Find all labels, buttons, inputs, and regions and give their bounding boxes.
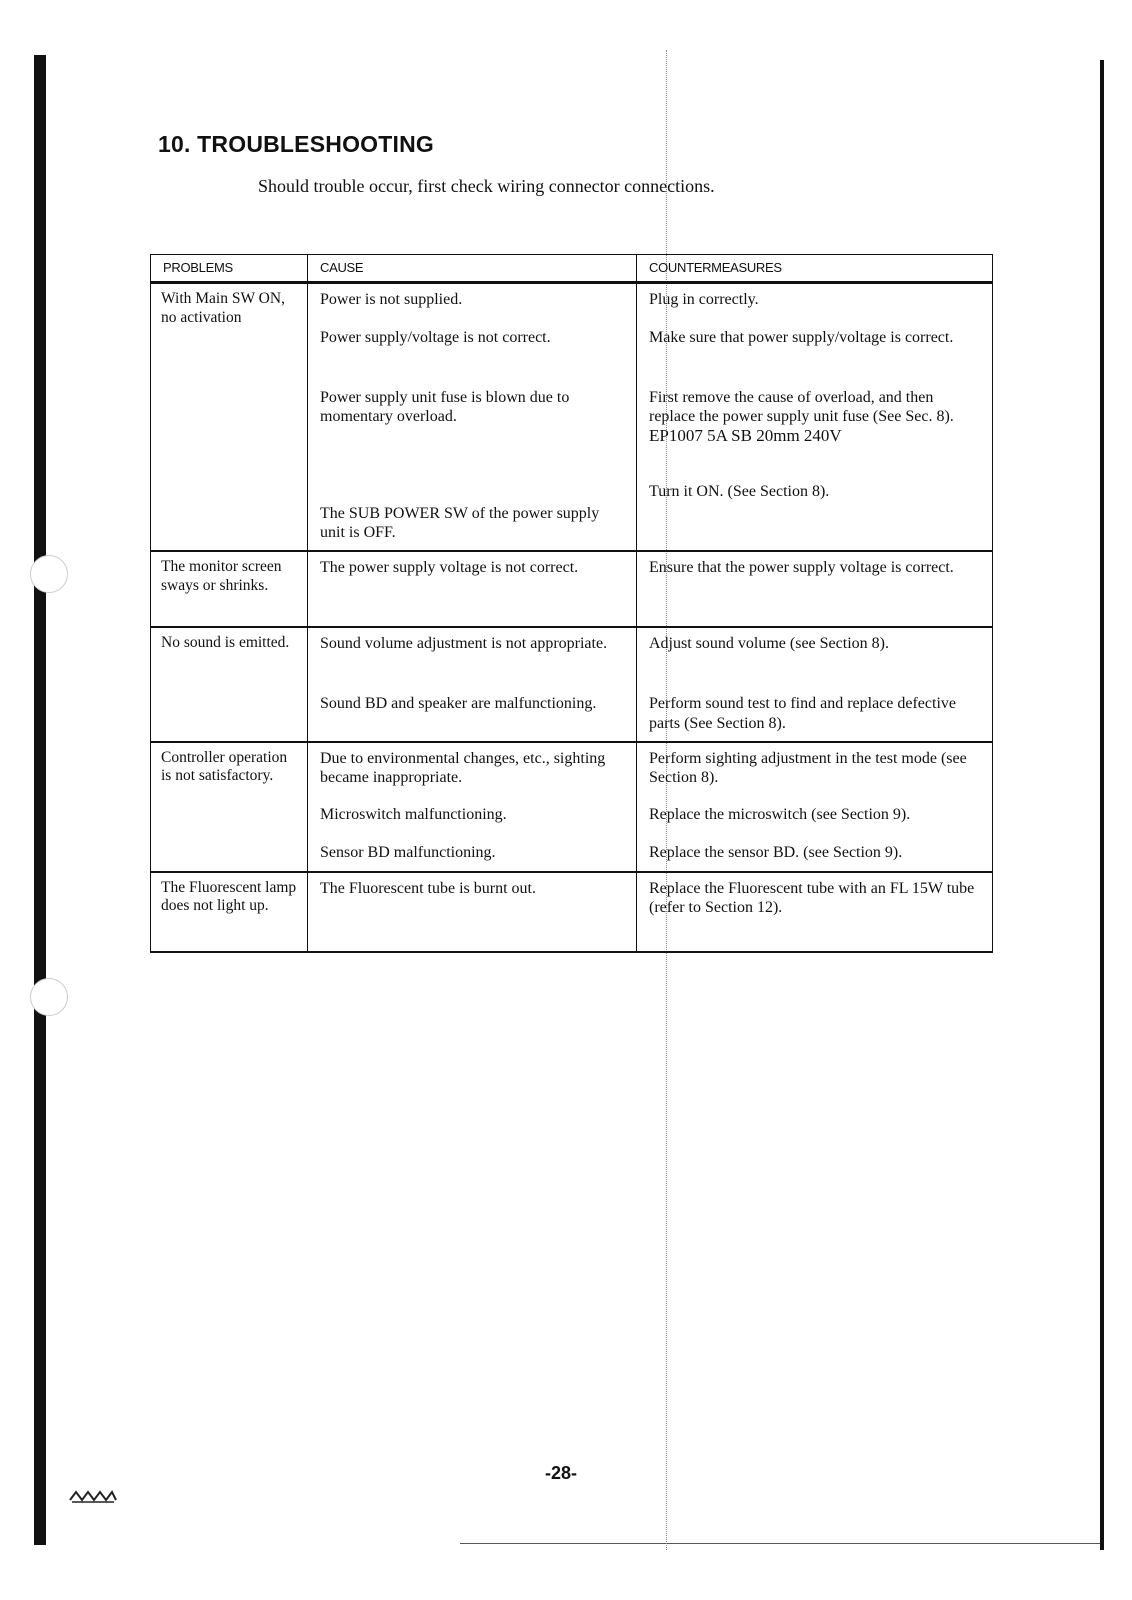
table-row bbox=[151, 872, 993, 952]
cause-cell bbox=[308, 551, 637, 627]
cause-cell bbox=[308, 872, 637, 952]
binding-edge bbox=[34, 55, 46, 1545]
punch-hole-upper bbox=[30, 555, 68, 593]
table-row bbox=[151, 627, 993, 741]
countermeasure-text: First remove the cause of overload, and then replace the power supply unit fuse (See Sec. 8). bbox=[649, 389, 954, 426]
cause-text: Power supply unit fuse is blown due to momentary overload. bbox=[320, 389, 570, 426]
problem-cell: The Fluorescent lamp does not light up. bbox=[151, 872, 308, 952]
cause-text: Due to environmental changes, etc., sighting became inappropriate. bbox=[320, 749, 606, 786]
cause-text: Microswitch malfunctioning. bbox=[320, 805, 507, 823]
table-row bbox=[151, 551, 993, 627]
header-problems: PROBLEMS bbox=[151, 255, 308, 283]
section-intro: Should trouble occur, first check wiring connector connections. bbox=[258, 176, 715, 196]
table-row bbox=[151, 742, 993, 872]
cause-cell bbox=[308, 742, 637, 872]
cause-text: Sound volume adjustment is not appropriate. bbox=[320, 635, 608, 653]
header-countermeasures: COUNTERMEASURES bbox=[637, 255, 993, 283]
countermeasure-cell bbox=[637, 742, 993, 872]
table-header-row bbox=[151, 255, 993, 283]
troubleshooting-table bbox=[150, 254, 993, 953]
countermeasure-text: Turn it ON. (See Section 8). bbox=[649, 483, 830, 501]
cause-text: The power supply voltage is not correct. bbox=[320, 559, 579, 577]
countermeasure-text: Adjust sound volume (see Section 8). bbox=[649, 635, 889, 653]
countermeasure-cell bbox=[637, 551, 993, 627]
punch-hole-lower bbox=[30, 978, 68, 1016]
right-page-edge bbox=[1100, 60, 1104, 1550]
cause-text: Sound BD and speaker are malfunctioning. bbox=[320, 695, 597, 713]
cause-text: The SUB POWER SW of the power supply unit is OFF. bbox=[320, 505, 600, 542]
countermeasure-cell bbox=[637, 283, 993, 552]
fuse-spec: EP1007 5A SB 20mm 240V bbox=[649, 426, 842, 446]
countermeasure-text: Make sure that power supply/voltage is correct. bbox=[649, 329, 954, 346]
bottom-edge-rule bbox=[460, 1543, 1100, 1544]
cause-text: The Fluorescent tube is burnt out. bbox=[320, 879, 536, 897]
countermeasure-cell bbox=[637, 872, 993, 952]
countermeasure-text: Plug in correctly. bbox=[649, 291, 759, 308]
page-number: -28- bbox=[545, 1463, 578, 1483]
cause-cell bbox=[308, 627, 637, 741]
problem-cell: With Main SW ON, no activation bbox=[151, 283, 308, 552]
header-cause: CAUSE bbox=[308, 255, 637, 283]
countermeasure-text: Replace the microswitch (see Section 9). bbox=[649, 805, 911, 823]
countermeasure-text: Ensure that the power supply voltage is correct. bbox=[649, 559, 954, 577]
countermeasure-text: Replace the Fluorescent tube with an FL 15W tube (refer to Section 12). bbox=[649, 879, 975, 916]
countermeasure-cell bbox=[637, 627, 993, 741]
cause-cell bbox=[308, 283, 637, 552]
table-row bbox=[151, 283, 993, 552]
countermeasure-text: Perform sound test to find and replace defective parts (See Section 8). bbox=[649, 695, 956, 732]
cause-text: Power is not supplied. bbox=[320, 291, 463, 308]
problem-cell: Controller operation is not satisfactory. bbox=[151, 742, 308, 872]
countermeasure-text: Perform sighting adjustment in the test mode (see Section 8). bbox=[649, 749, 967, 786]
countermeasure-text: Replace the sensor BD. (see Section 9). bbox=[649, 843, 903, 861]
cause-text: Power supply/voltage is not correct. bbox=[320, 329, 551, 346]
cause-text: Sensor BD malfunctioning. bbox=[320, 843, 496, 861]
problem-cell: The monitor screen sways or shrinks. bbox=[151, 551, 308, 627]
scanner-mark-icon bbox=[68, 1488, 118, 1504]
problem-cell: No sound is emitted. bbox=[151, 627, 308, 741]
section-title: 10. TROUBLESHOOTING bbox=[158, 131, 434, 157]
